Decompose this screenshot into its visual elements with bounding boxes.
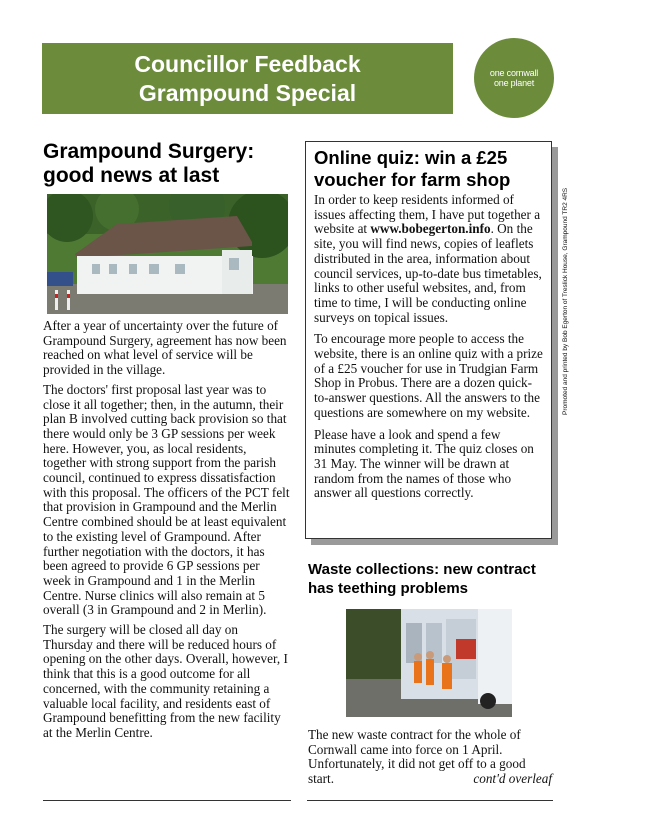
- waste-collection-photo: [346, 609, 512, 717]
- surgery-paragraph: The surgery will be closed all day on Thursday and there will be reduced hours of opening on the other days. Overall, however, I think that this is a good outcome for all concerned, with the community retaining a valuable local facility, and residents east of Grampound benefitting from the new facility at the Merlin Centre.: [43, 622, 288, 740]
- surgery-building-illustration: [47, 194, 288, 314]
- quiz-box: [305, 141, 552, 539]
- waste-title-line2: has teething problems: [308, 580, 469, 597]
- surgery-title-line1: Grampound Surgery:: [43, 140, 255, 163]
- quiz-title: [314, 147, 543, 191]
- surgery-paragraph: The doctors' first proposal last year was to close it all together; then, in the autumn, their plan B involved cutting back provision so that there would only be 3 GP sessions per week here. However, you, as local residents, together with strong support from the parish council, continued to express dissatisfaction with this proposal. The officers of the PCT felt that provision in Grampound and the Merlin Centre combined should be at least equivalent to the existing level of Grampound. After further negotiation with the doctors, it has been agreed to provide 6 GP sessions per week in Grampound and 1 in the Merlin Centre. Nurse clinics will also remain at 5 overall (3 in Grampound and 2 in Merlin).: [43, 381, 290, 618]
- continued-overleaf-note: cont'd overleaf: [473, 771, 552, 787]
- surgery-article-header: [43, 140, 289, 188]
- left-column-divider: [43, 800, 291, 801]
- waste-title-line1: Waste collections: new contract: [308, 561, 536, 578]
- surgery-photo: [47, 194, 288, 314]
- quiz-paragraph: To encourage more people to access the website, there is an online quiz with a prize of a £25 voucher for use in Trudgian Farm Shop in Probus. There are a dozen quick-to-answer questions. All the answers to the questions are somewhere on my website.: [314, 331, 543, 420]
- imprint-note: Promoted and printed by Bob Egerton of Treslick House, Grampound TR2 4RS: [562, 187, 569, 415]
- surgery-title: [43, 140, 289, 188]
- logo-line2: one planet: [493, 78, 535, 88]
- quiz-p1-end: . On the site, you will find news, copies of leaflets distributed in the area, information about council services, up-to-date bus timetables, links to other useful websites, and, from time to time, I will be conducting online surveys on topical issues.: [314, 221, 542, 325]
- quiz-paragraph: Please have a look and spend a few minutes completing it. The quiz closes on 31 May. The winner will be drawn at random from the names of those who answer all questions correctly.: [314, 426, 534, 501]
- quiz-title-line2: voucher for farm shop: [314, 169, 511, 190]
- surgery-paragraph: After a year of uncertainty over the future of Grampound Surgery, agreement has now been reached on what level of service will be provided in the village.: [43, 318, 287, 378]
- waste-truck-illustration: [346, 609, 512, 717]
- waste-title: [308, 560, 558, 598]
- right-column-divider: [307, 800, 553, 801]
- logo-line1: one cornwall: [489, 68, 539, 78]
- quiz-title-line1: Online quiz: win a £25: [314, 147, 508, 168]
- quiz-paragraph: [314, 193, 543, 325]
- one-cornwall-logo: [474, 38, 554, 118]
- surgery-title-line2: good news at last: [43, 164, 220, 187]
- header-title-line1: Councillor Feedback: [134, 51, 361, 77]
- website-link[interactable]: www.bobegerton.info: [370, 221, 491, 237]
- waste-article-body: [308, 728, 552, 787]
- waste-paragraph: The new waste contract for the whole of Cornwall came into force on 1 April. Unfortunately, it did not get off to a good start.: [308, 727, 526, 787]
- quiz-p1-start: In order to keep residents informed of issues affecting them, I have put together a website at: [314, 192, 541, 237]
- header-banner: [42, 43, 453, 114]
- surgery-article-body: [43, 319, 290, 746]
- header-title-line2: Grampound Special: [138, 80, 357, 106]
